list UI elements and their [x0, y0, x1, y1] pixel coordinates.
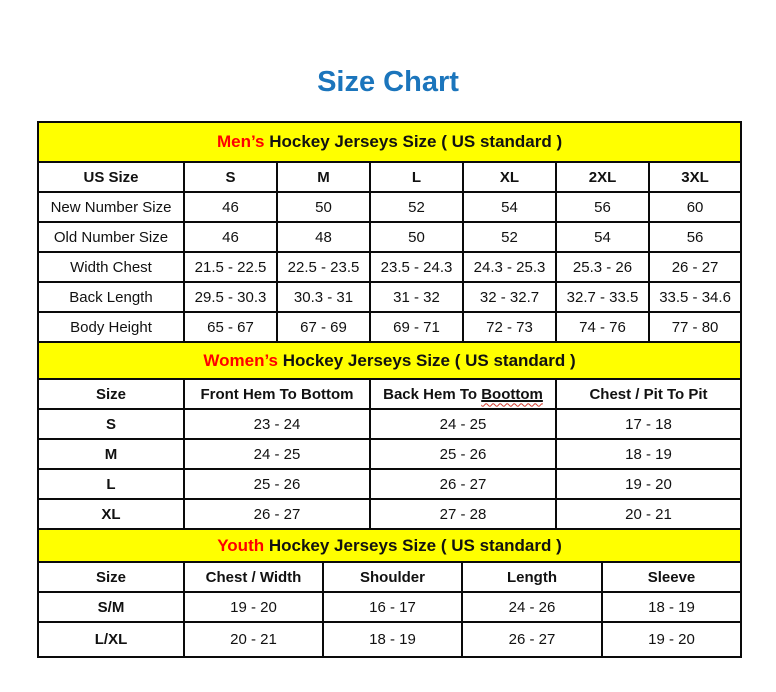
value-cell: 56	[649, 222, 741, 252]
value-cell: 52	[370, 192, 463, 222]
row-label: L	[38, 469, 184, 499]
value-cell: 67 - 69	[277, 312, 370, 342]
row-label: M	[38, 439, 184, 469]
value-cell: 23.5 - 24.3	[370, 252, 463, 282]
back-hem-header-prefix: Back Hem To	[383, 385, 478, 403]
value-cell: 18 - 19	[556, 439, 741, 469]
mens-banner	[38, 122, 741, 162]
value-cell: 24 - 25	[184, 439, 370, 469]
value-cell: 16 - 17	[323, 592, 462, 622]
value-cell: 25.3 - 26	[556, 252, 649, 282]
womens-header-row	[38, 379, 741, 409]
youth-banner-row	[38, 529, 741, 562]
column-header: US Size	[38, 162, 184, 192]
value-cell: 21.5 - 22.5	[184, 252, 277, 282]
value-cell: 60	[649, 192, 741, 222]
mens-banner-row	[38, 122, 741, 162]
value-cell: 25 - 26	[184, 469, 370, 499]
womens-banner-row	[38, 342, 741, 379]
spellcheck-squiggle: Boottom	[481, 385, 543, 403]
column-header: Sleeve	[602, 562, 741, 592]
value-cell: 46	[184, 222, 277, 252]
column-header: Size	[38, 562, 184, 592]
mens-header-row	[38, 162, 741, 192]
value-cell: 50	[370, 222, 463, 252]
value-cell: 18 - 19	[323, 622, 462, 657]
value-cell: 48	[277, 222, 370, 252]
value-cell: 77 - 80	[649, 312, 741, 342]
column-header: XL	[463, 162, 556, 192]
column-header: M	[277, 162, 370, 192]
column-header: Chest / Width	[184, 562, 323, 592]
column-header: L	[370, 162, 463, 192]
value-cell: 46	[184, 192, 277, 222]
value-cell: 24 - 25	[370, 409, 556, 439]
value-cell: 19 - 20	[184, 592, 323, 622]
row-label: Old Number Size	[38, 222, 184, 252]
value-cell: 18 - 19	[602, 592, 741, 622]
value-cell: 32.7 - 33.5	[556, 282, 649, 312]
column-header: Front Hem To Bottom	[184, 379, 370, 409]
youth-banner-text: Hockey Jerseys Size ( US standard )	[264, 535, 562, 555]
misspelled-word-underline	[481, 386, 543, 403]
value-cell: 24 - 26	[462, 592, 602, 622]
row-label: New Number Size	[38, 192, 184, 222]
row-label: XL	[38, 499, 184, 529]
value-cell: 26 - 27	[370, 469, 556, 499]
youth-size-table	[37, 528, 742, 658]
value-cell: 32 - 32.7	[463, 282, 556, 312]
value-cell: 23 - 24	[184, 409, 370, 439]
mens-banner-text: Hockey Jerseys Size ( US standard )	[264, 132, 563, 151]
value-cell: 20 - 21	[556, 499, 741, 529]
row-label: Width Chest	[38, 252, 184, 282]
table-row	[38, 499, 741, 529]
value-cell: 50	[277, 192, 370, 222]
column-header: 2XL	[556, 162, 649, 192]
youth-banner-highlight: Youth	[217, 535, 265, 555]
row-label: Body Height	[38, 312, 184, 342]
table-row	[38, 312, 741, 342]
table-row	[38, 622, 741, 657]
value-cell: 26 - 27	[649, 252, 741, 282]
value-cell: 19 - 20	[556, 469, 741, 499]
value-cell: 31 - 32	[370, 282, 463, 312]
row-label: Back Length	[38, 282, 184, 312]
value-cell: 69 - 71	[370, 312, 463, 342]
value-cell: 54	[556, 222, 649, 252]
table-row	[38, 252, 741, 282]
youth-banner	[38, 529, 741, 562]
column-header: Chest / Pit To Pit	[556, 379, 741, 409]
value-cell: 22.5 - 23.5	[277, 252, 370, 282]
womens-banner-text: Hockey Jerseys Size ( US standard )	[278, 350, 576, 370]
womens-size-table	[37, 341, 742, 530]
youth-header-row	[38, 562, 741, 592]
value-cell: 24.3 - 25.3	[463, 252, 556, 282]
value-cell: 26 - 27	[184, 499, 370, 529]
table-row	[38, 439, 741, 469]
value-cell: 17 - 18	[556, 409, 741, 439]
column-header	[370, 379, 556, 409]
value-cell: 65 - 67	[184, 312, 277, 342]
value-cell: 29.5 - 30.3	[184, 282, 277, 312]
value-cell: 26 - 27	[462, 622, 602, 657]
row-label: L/XL	[38, 622, 184, 657]
womens-banner	[38, 342, 741, 379]
value-cell: 54	[463, 192, 556, 222]
value-cell: 20 - 21	[184, 622, 323, 657]
mens-size-table	[37, 121, 742, 343]
value-cell: 25 - 26	[370, 439, 556, 469]
table-row	[38, 282, 741, 312]
value-cell: 19 - 20	[602, 622, 741, 657]
column-header: Size	[38, 379, 184, 409]
size-tables-container	[37, 121, 740, 658]
column-header: Length	[462, 562, 602, 592]
column-header: S	[184, 162, 277, 192]
page-title: Size Chart	[317, 66, 459, 98]
mens-banner-highlight: Men’s	[216, 132, 265, 151]
value-cell: 27 - 28	[370, 499, 556, 529]
table-row	[38, 192, 741, 222]
womens-banner-highlight: Women’s	[203, 350, 278, 370]
value-cell: 56	[556, 192, 649, 222]
table-row	[38, 592, 741, 622]
table-row	[38, 469, 741, 499]
table-row	[38, 409, 741, 439]
value-cell: 72 - 73	[463, 312, 556, 342]
table-row	[38, 222, 741, 252]
row-label: S	[38, 409, 184, 439]
value-cell: 52	[463, 222, 556, 252]
value-cell: 74 - 76	[556, 312, 649, 342]
value-cell: 33.5 - 34.6	[649, 282, 741, 312]
row-label: S/M	[38, 592, 184, 622]
value-cell: 30.3 - 31	[277, 282, 370, 312]
column-header: 3XL	[649, 162, 741, 192]
column-header: Shoulder	[323, 562, 462, 592]
